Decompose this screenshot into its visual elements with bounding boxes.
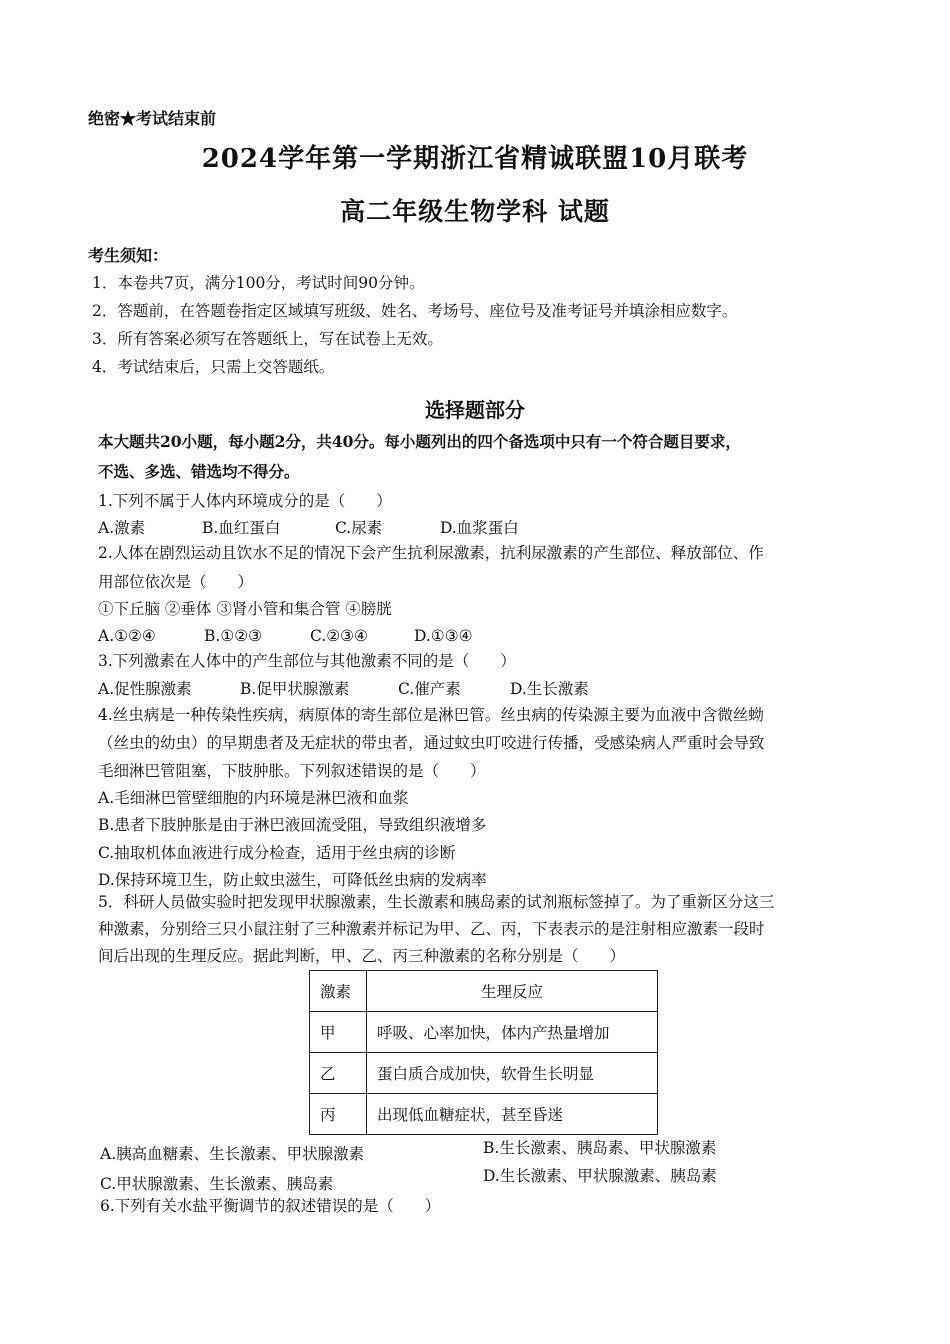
question-4-stem: 4.丝虫病是一种传染性疾病，病原体的寄生部位是淋巴管。丝虫病的传染源主要为血液中含微丝蚴 — [98, 706, 764, 724]
q1-option-d: D.血浆蛋白 — [440, 519, 519, 537]
q2-option-a: A.①②④ — [98, 627, 156, 645]
table-header-row — [310, 971, 658, 1012]
hormone-table — [309, 970, 658, 1135]
table-cell: 呼吸、心率加快，体内产热量增加 — [367, 1012, 658, 1053]
q1-option-a: A.激素 — [98, 519, 146, 537]
section-instruction: 不选、多选、错选均不得分。 — [98, 462, 300, 481]
question-6-stem: 6.下列有关水盐平衡调节的叙述错误的是（ ） — [100, 1197, 441, 1215]
question-5-stem: 种激素，分别给三只小鼠注射了三种激素并标记为甲、乙、丙，下表表示的是注射相应激素一段时 — [98, 920, 765, 938]
q1-option-c: C.尿素 — [335, 519, 383, 537]
section-instruction: 本大题共20小题，每小题2分，共40分。每小题列出的四个备选项中只有一个符合题目要求， — [98, 432, 741, 451]
q2-option-c: C.②③④ — [310, 627, 368, 645]
q3-option-c: C.催产素 — [398, 680, 461, 698]
table-cell: 丙 — [310, 1094, 367, 1135]
exam-title: 2024学年第一学期浙江省精诚联盟10月联考 — [201, 144, 749, 174]
table-header-cell: 生理反应 — [367, 971, 658, 1012]
exam-subtitle: 高二年级生物学科 试题 — [340, 197, 610, 226]
table-cell: 甲 — [310, 1012, 367, 1053]
q4-option-a: A.毛细淋巴管壁细胞的内环境是淋巴液和血浆 — [98, 789, 409, 807]
notice-item: 3．所有答案必须写在答题纸上，写在试卷上无效。 — [92, 330, 443, 348]
question-4-stem: 毛细淋巴管阻塞，下肢肿胀。下列叙述错误的是（ ） — [98, 762, 486, 780]
question-2-stem: 用部位依次是（ ） — [98, 573, 254, 591]
table-cell: 蛋白质合成加快，软骨生长明显 — [367, 1053, 658, 1094]
q5-option-b: B.生长激素、胰岛素、甲状腺激素 — [483, 1139, 717, 1157]
q3-option-b: B.促甲状腺激素 — [240, 680, 350, 698]
q5-option-c: C.甲状腺激素、生长激素、胰岛素 — [100, 1175, 334, 1193]
q5-option-d: D.生长激素、甲状腺激素、胰岛素 — [483, 1167, 717, 1185]
question-2-stem: 2.人体在剧烈运动且饮水不足的情况下会产生抗利尿激素，抗利尿激素的产生部位、释放部位、作 — [98, 544, 764, 562]
q1-option-b: B.血红蛋白 — [202, 519, 281, 537]
question-5-stem: 5．科研人员做实验时把发现甲状腺激素，生长激素和胰岛素的试剂瓶标签掉了。为了重新区分这三 — [98, 893, 775, 911]
table-cell: 乙 — [310, 1053, 367, 1094]
question-4-stem: （丝虫的幼虫）的早期患者及无症状的带虫者，通过蚊虫叮咬进行传播，受感染病人严重时会导致 — [98, 734, 765, 752]
table-row — [310, 1053, 658, 1094]
q3-option-a: A.促性腺激素 — [98, 680, 192, 698]
table-cell: 出现低血糖症状，甚至昏迷 — [367, 1094, 658, 1135]
section-title: 选择题部分 — [425, 398, 525, 422]
question-1-stem: 1.下列不属于人体内环境成分的是（ ） — [98, 492, 392, 510]
q4-option-b: B.患者下肢肿胀是由于淋巴液回流受阻，导致组织液增多 — [98, 816, 487, 834]
q2-option-b: B.①②③ — [204, 627, 263, 645]
q2-items: ①下丘脑 ②垂体 ③肾小管和集合管 ④膀胱 — [98, 600, 392, 618]
notice-item: 4．考试结束后，只需上交答题纸。 — [92, 358, 335, 376]
notice-item: 1．本卷共7页，满分100分，考试时间90分钟。 — [92, 274, 425, 292]
q4-option-d: D.保持环境卫生，防止蚊虫滋生，可降低丝虫病的发病率 — [98, 871, 487, 889]
notice-heading: 考生须知： — [88, 246, 169, 265]
q2-option-d: D.①③④ — [414, 627, 473, 645]
question-5-stem: 间后出现的生理反应。据此判断，甲、乙、丙三种激素的名称分别是（ ） — [98, 947, 626, 965]
notice-item: 2．答题前，在答题卷指定区域填写班级、姓名、考场号、座位号及准考证号并填涂相应数字。 — [92, 302, 738, 320]
table-row — [310, 1012, 658, 1053]
table-row — [310, 1094, 658, 1135]
q5-option-a: A.胰高血糖素、生长激素、甲状腺激素 — [100, 1145, 365, 1163]
table-header-cell: 激素 — [310, 971, 367, 1012]
question-3-stem: 3.下列激素在人体中的产生部位与其他激素不同的是（ ） — [98, 652, 516, 670]
q3-option-d: D.生长激素 — [510, 680, 589, 698]
q4-option-c: C.抽取机体血液进行成分检查，适用于丝虫病的诊断 — [98, 844, 456, 862]
secret-label: 绝密★考试结束前 — [88, 109, 217, 128]
